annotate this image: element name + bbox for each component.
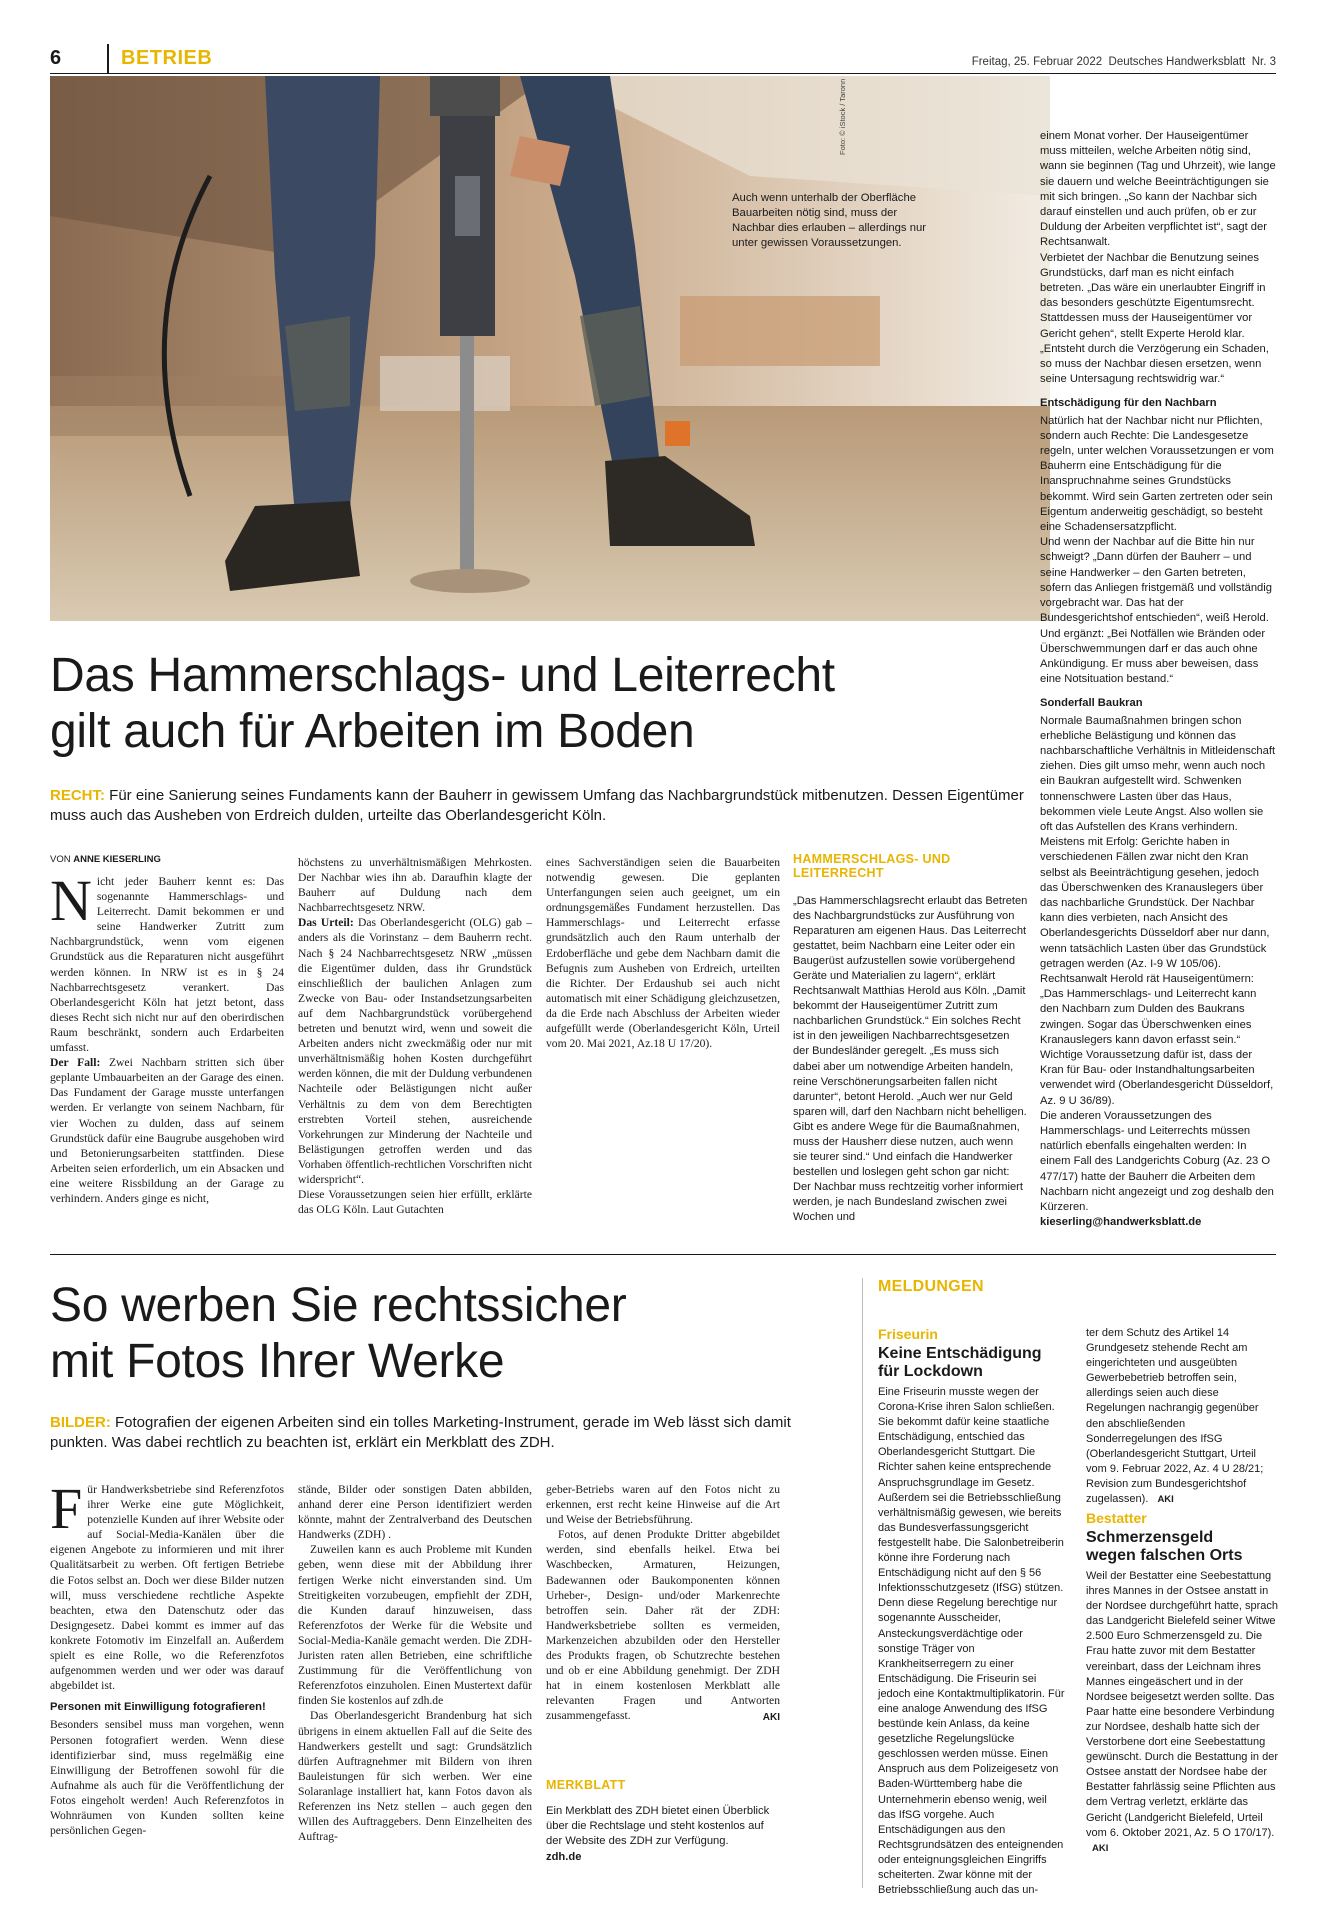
meldung-category: Friseurin [878,1326,938,1342]
infobox-title [793,852,1028,880]
meldung-headline-line: für Lockdown [878,1363,983,1380]
meldung-headline-line: Schmerzensgeld [1086,1529,1214,1546]
paragraph-text: Zwei Nachbarn stritten sich über geplante Umbauarbeiten an der Garage des einen. Das Fundament der Garage musste unterfangen werden. Er verlangte von seinem Nachbarn, für vier Wochen zu dulden, dass auf seinem Grundstück dafür eine Baugrube ausgehoben wird und Betonierungsarbeiten stattfinden. Diese Arbeiten seien erforderlich, um ein Absacken und eine weitere Rissbildung an der Garage zu verhindern. Anders ginge es nicht, [50,1056,284,1205]
merkblatt-link[interactable]: zdh.de [546,1850,582,1863]
headline-line: gilt auch für Arbeiten im Boden [50,705,695,758]
article2-headline [50,1278,850,1390]
rightcol-subheading: Entschädigung für den Nachbarn [1040,397,1217,410]
headline-line: mit Fotos Ihrer Werke [50,1335,505,1388]
infobox-hammerschlagsrecht [793,852,1028,1225]
rightcol-paragraph: Natürlich hat der Nachbar nicht nur Pflichten, sondern auch Rechte: Die Landesgesetze regeln, unter welchen Voraussetzungen er vom Bauherrn eine Entschädigung für die Inanspruchnahme seines Grundstücks bekommt. Wird sein Garten zertreten oder sein Eigentum anderweitig geschädigt, so besteht eine Schadensersatzpflicht. [1040,414,1274,534]
article-paragraph: Besonders sensibel muss man vorgehen, wenn Personen fotografiert werden. Wenn diese identifizierbar sind, muss regelmäßig eine Einwilligung der Betroffenen sowohl für die Aufnahme als auch für die Veröffentlichung der Fotos eingeholt werden! Auch Referenzfotos in Wohnräumen von Kunden sollten keine persönlichen Gegen- [50,1718,284,1838]
page-number: 6 [50,47,62,69]
rightcol-paragraph: Die anderen Voraussetzungen des Hammerschlags- und Leiterrechts müssen natürlich ebenfalls eingehalten werden: In einem Fall des Landgerichts Coburg (Az. 23 O 477/17) hatte der Bauherr die Arbeiten dem Nachbarn nicht angezeigt und zog deshalb den Kürzeren. [1040,1109,1274,1214]
author-signature: AKI [762,1711,780,1723]
meldung-headline [1086,1529,1278,1565]
meldung-text: Eine Friseurin musste wegen der Corona-Krise ihren Salon schließen. Sie bekommt dafür keine staatliche Entschädigung, entschied das Oberlandesgericht Stuttgart. Die Richter sahen keine entsprechende Anspruchsgrundlage im Gesetz. Außerdem sei die Betriebsschließung verhältnismäßig gewesen, wie bereits das Bundesverfassungsgericht festgestellt habe. Die Salonbetreiberin könne ihre Forderung nach Entschädigung nicht auf den § 56 Infektionsschutzgesetz (IfSG) stützen. Denn diese Regelung berechtige nur sogenannte Ausscheider, Ansteckungsverdächtige oder sonstige Träger von Krankheitserregern zu einer Entschädigung. Die Friseurin sei jedoch eine Kontaktmultiplikatorin. Für eine analoge Anwendung des IfSG bestünde kein Anlass, da keine gesetzliche Regelungslücke geschlossen werden müsse. Einen Anspruch aus dem Polizeigesetz von Baden-Württemberg habe die Unternehmerin ebenso wenig, weil das IfSG vorgehe. Auch Entschädigungen aus den Rechtsgrundsätzen des enteignenden oder enteignungsgleichen Eingriffs scheiterten. Zwar könne mit der Betriebsschließung auch das un- [878,1386,1065,1897]
headline-line: So werben Sie rechtssicher [50,1279,627,1332]
article-paragraph: geber-Betriebs waren auf den Fotos nicht zu erkennen, erst recht keine Hinweise auf die Art und Weise der Betriebsführung. [546,1483,780,1527]
author-email-link[interactable]: kieserling@handwerksblatt.de [1040,1216,1202,1229]
meldung-signature: AKI [1157,1494,1174,1506]
header-rule [50,73,1276,74]
article1-byline [50,854,161,865]
paragraph-label: Das Urteil: [298,916,354,930]
rightcol-paragraph: Normale Baumaßnahmen bringen schon erhebliche Belästigung und können das nachbarschaftliche Verhältnis in Mitleidenschaft ziehen. Dies gilt umso mehr, wenn auch noch ein Baukran aufgestellt wird. Schwenken tonnenschwere Lasten über das Haus, bekommen viele Leute Angst. Also wollen sie oft das Aufstellen des Krans verhindern. Meistens mit Erfolg: Gerichte haben in verschiedenen Fällen zwar nicht den Kran selbst als Beeinträchtigung gesehen, jedoch das Überschwenken des Kranauslegers über das nachbarliche Grundstück. Der Nachbar kann dies verbieten, nach Ansicht des Oberlandesgerichts Düsseldorf aber nur dann, wenn tatsächlich Lasten über das Grundstück getragen werden (Az. I-9 W 105/06). Rechtsanwalt Herold rät Hauseigentümern: „Das Hammerschlags- und Leiterrecht kann den Nachbarn zum Dulden des Baukrans zwingen. Sogar das Überschwenken eines Kranauslegers kann davon erfasst sein.“ [1040,714,1276,1046]
article-paragraph: Das Oberlandesgericht Brandenburg hat sich übrigens in einem aktuellen Fall auf die Seite des Handwerkers gestellt und sagt: Grundsätzlich dürfen Auftragnehmer mit Bildern von ihren Bauleistungen für sich werben. Wer eine Solaranlage installiert hat, kann Fotos davon als Referenzen ins Netz stellen – auch gegen den Willen des Auftraggebers. Denn Einzelheiten des Auftrag- [298,1709,532,1844]
meldung-headline-line: wegen falschen Orts [1086,1547,1243,1564]
article-paragraph: Zuweilen kann es auch Probleme mit Kunden geben, wenn diese mit der Abbildung ihrer fertigen Werke nicht einverstanden sind. Um Streitigkeiten vorzubeugen, empfiehlt der ZDH, die Kunden darauf hinzuweisen, dass Referenzfotos der Werke für die Website und Social-Media-Kanäle gemacht werden. Die ZDH-Juristen raten allen Betrieben, eine schriftliche Zustimmung für die Veröffentlichung von Referenzfotos einzuholen. Einen Mustertext dafür finden Sie kostenlos auf zdh.de [298,1543,532,1708]
publication-name: Deutsches Handwerksblatt [1108,56,1246,68]
meldung-bestatter [1086,1510,1278,1856]
article2-column-1 [50,1476,284,1838]
headline-line: Das Hammerschlags- und Leiterrecht [50,649,835,702]
dropcap: F [50,1476,83,1541]
jackhammer-photo [50,76,1050,621]
meldung-signature: AKI [1092,1842,1109,1854]
rightcol-subheading: Sonderfall Baukran [1040,697,1143,710]
rightcol-paragraph: Und wenn der Nachbar auf die Bitte hin nur schweigt? „Dann dürfen der Bauherr – und seine Handwerker – den Garten betreten, sofern das Anliegen fristgemäß und vollständig vorgebracht war. Das hat der Bundesgerichtshof entschieden“, weiß Herold. Und ergänzt: „Bei Notfällen wie Bränden oder Überschwemmungen darf er das auch ohne Ankündigung. Er muss aber beweisen, dass eine Notsituation bestand.“ [1040,536,1272,686]
meldungen-title: MELDUNGEN [878,1278,984,1295]
article1-lead-text: Für eine Sanierung seines Fundaments kann der Bauherr in gewissem Umfang das Nachbargrundstück mitbenutzen. Dessen Eigentümer muss auch das Ausheben von Erdreich dulden, urteilte das Oberlandesgericht Köln. [50,787,1024,824]
article-subheading: Personen mit Einwilligung fotografieren! [50,1701,266,1714]
article1-headline [50,648,1030,760]
article2-column-2 [298,1482,532,1844]
meldung-friseurin-continued [1086,1326,1278,1507]
article-paragraph: eines Sachverständigen seien die Bauarbeiten notwendig gewesen. Die geplanten Unterfangungen seien auch geeignet, um ein ordnungsgemäßes Fundament herzustellen. Das Hammerschlags- und Leiterrecht erfasse grundsätzlich auch den Raum unterhalb der Erdoberfläche und gebe dem Nachbarn damit die Befugnis zum Ausheben von Erdreich, urteilten die Richter. Der Erdaushub sei auch nicht automatisch mit einer Schädigung gleichzusetzen, da die Erde nach Abschluss der Arbeiten wieder aufgefüllt werde (Oberlandesgericht Köln, Urteil vom 20. Mai 2021, Az.18 U 17/20). [546,856,780,1051]
article1-right-column [1040,129,1278,1230]
article2-kicker: BILDER: [50,1414,111,1431]
meldung-headline [878,1345,1066,1381]
article-paragraph: stände, Bilder oder sonstigen Daten abbilden, anhand derer eine Person identifiziert werden könnte, mahnt der Zentralverband des Deutschen Handwerks (ZDH) . [298,1483,532,1542]
photo-caption: Auch wenn unterhalb der Oberfläche Bauarbeiten nötig sind, muss der Nachbar dies erlauben – allerdings nur unter gewissen Voraussetzungen. [732,192,927,249]
infobox-text: „Das Hammerschlagsrecht erlaubt das Betreten des Nachbargrundstücks zur Ausführung von Reparaturen am eigenen Haus. Das Leiterrecht gestattet, beim Nachbarn eine Leiter oder ein Baugerüst aufzustellen sowie vorübergehend Geräte und Materialien zu lagern“, erklärt Rechtsanwalt Matthias Herold aus Köln. „Damit bekommt der Hauseigentümer Zutritt zum nachbarlichen Grundstück.“ Ein solches Recht ist in den jeweiligen Nachbarrechtsgesetzen der Bundesländer geregelt. „Es muss sich dabei aber um notwendige Arbeiten handeln, reine Verschönerungsarbeiten fallen nicht darunter“, betont Herold. „Auch wer nur Geld sparen will, darf den Nachbarn nicht behelligen. Gibt es andere Wege für die Baumaßnahmen, muss der Hausherr diese nutzen, auch wenn sie teurer sind.“ Und einfach die Handwerker bestellen und loslegen geht schon gar nicht: Der Nachbar muss rechtzeitig vorher informiert werden, je nach Bundesland zwischen zwei Wochen und [793,895,1028,1223]
meldung-headline-line: Keine Entschädigung [878,1345,1042,1362]
infobox-title-line: LEITERRECHT [793,866,884,880]
section-divider [107,44,109,74]
meldung-text [1086,1569,1278,1856]
paragraph-text: Das Oberlandesgericht (OLG) gab – anders als die Vorinstanz – dem Bauherrn recht. Nach § 24 Nachbarrechtsgesetz NRW „müssen die Eigentümer dulden, dass ihr Grundstück einschließlich der baulichen Anlagen zum Zwecke von Bau- oder Instandsetzungsarbeiten auf dem Nachbargrundstück vorübergehend betreten und benutzt wird, wenn und soweit die Arbeiten anders nicht zweckmäßig oder nur mit unverhältnismäßig hohen Kosten durchgeführt werden können, die mit der Duldung verbundenen Nachteile oder Belästigungen nicht außer Verhältnis zu dem von dem Berechtigten erstrebten Vorteil stehen, ausreichende Vorkehrungen zur Minderung der Nachteile und Belästigungen getroffen werden und das Vorhaben öffentlich-rechtlichen Vorschriften nicht widerspricht“. [298,916,532,1186]
header-meta [972,56,1276,68]
article1-column-3 [546,855,780,1051]
article-paragraph: Diese Voraussetzungen seien hier erfüllt, erklärte das OLG Köln. Laut Gutachten [298,1188,532,1217]
rightcol-paragraph: Verbietet der Nachbar die Benutzung seines Grundstücks, darf man es nicht einfach betreten. „Das wäre ein unerlaubter Eingriff in das besonders geschützte Eigentumsrecht. Stattdessen muss der Hauseigentümer vor Gericht gehen“, stellt Experte Herold klar. „Entsteht durch die Verzögerung ein Schaden, so muss der Nachbar diesen ersetzen, wenn seine Untersagung rechtswidrig war.“ [1040,251,1269,386]
meldung-category: Bestatter [1086,1510,1147,1526]
rightcol-paragraph: einem Monat vorher. Der Hauseigentümer muss mitteilen, welche Arbeiten nötig sind, wann sie beginnen (Tag und Uhrzeit), wie lange sie dauern und welche Beeinträchtigungen sie mit sich bringen. „So kann der Nachbar sich darauf einstellen und auch prüfen, ob er zur Duldung der Arbeiten verpflichtet ist“, sagt der Rechtsanwalt. [1040,130,1276,249]
article2-column-3 [546,1482,780,1725]
article-paragraph: icht jeder Bauherr kennt es: Das sogenannte Hammerschlags- und Leiterrecht. Damit bekommen er und seine Handwerker Zutritt zum Nachbargrundstück, wenn vom eigenen Grundstück aus die Reparaturen nicht ausgeführt werden können. In NRW ist es in § 24 Nachbarrechtsgesetz verankert. Das Oberlandesgericht Köln hat jetzt betont, dass dieses Recht sich nicht nur auf den oberirdischen Raum beschränkt, sondern auch Erdarbeiten umfasst. [50,875,284,1055]
photo-illustration [50,76,1050,621]
photo-credit: Foto: © iStock / Taronn [838,78,847,155]
article1-lead [50,786,1025,826]
article-paragraph [50,1055,284,1206]
article-paragraph: Fotos, auf denen Produkte Dritter abgebildet werden, sind ebenfalls heikel. Etwa bei Waschbecken, Armaturen, Heizungen, Badewannen oder Baukomponenten können Urheber-, Design- und/oder Markenrechte betroffen sein. Daher rät der ZDH: Handwerksbetriebe sollten es vermeiden, Markenzeichen abzubilden oder den Hersteller des Produkts fragen, ob Schutzrechte bestehen und ob er eine Abbildung genehmigt. Der ZDH hat in einem kostenlosen Merkblatt alle relevanten Fragen und Antworten zusammengefasst. [546,1528,780,1723]
section-title: BETRIEB [121,47,213,69]
infobox-merkblatt [546,1778,780,1865]
paragraph-label: Der Fall: [50,1056,101,1070]
article2-lead-text: Fotografien der eigenen Arbeiten sind ein tolles Marketing-Instrument, gerade im Web lässt sich damit punkten. Was dabei rechtlich zu beachten ist, erklärt ein Merkblatt des ZDH. [50,1414,791,1451]
infobox-title: MERKBLATT [546,1778,626,1792]
meldung-friseurin [878,1326,1066,1898]
meldung-text-body: Weil der Bestatter eine Seebestattung ihres Mannes in der Ostsee anstatt in der Nordsee durchgeführt hatte, sprach das Landgericht Bielefeld seiner Witwe 2.500 Euro Schmerzensgeld zu. Die Frau hatte zuvor mit dem Bestatter vereinbart, dass der Leichnam ihres Mannes eingeäschert und in der Nordsee beigesetzt werden sollte. Das Paar hatte eine besondere Verbindung zur Nordsee, deshalb hatte sich der Verstorbene dort eine Seebestattung gewünscht. Durch die Bestattung in der Ostsee anstatt der Nordsee habe der Bestatter fahrlässig seine Pflichten aus dem Vertrag verletzt, erklärte das Gericht (Landgericht Bielefeld, Urteil vom 6. Oktober 2021, Az. 5 O 170/17). [1086,1570,1279,1839]
article-paragraph: höchstens zu unverhältnismäßigen Mehrkosten. Der Nachbar wies ihn ab. Daraufhin klagte der Bauherr auf Duldung nach dem Nachbarrechtsgesetz NRW. [298,856,532,915]
article2-lead [50,1413,840,1453]
byline-author: ANNE KIESERLING [73,854,161,865]
infobox-title-line: HAMMERSCHLAGS- UND [793,852,951,866]
rightcol-paragraph: Wichtige Voraussetzung dafür ist, dass der Kran für Bau- oder Instandhaltungsarbeiten verwendet wird (Oberlandesgericht Düsseldorf, Az. 9 U 36/89). [1040,1048,1274,1107]
article-paragraph: ür Handwerksbetriebe sind Referenzfotos ihrer Werke eine gute Möglichkeit, potenzielle Kunden auf ihrer Website oder auf Social-Media-Kanälen über die eigenen Angebote zu informieren und mit ihrer Qualitätsarbeit zu werben. Oft fertigen Betriebe die Fotos selbst an. Doch wer diese Bilder nutzen will, muss verschiedene rechtliche Aspekte beachten, etwa den Datenschutz oder das Designgesetz. Dabei kommt es immer auf das konkrete Fotomotiv im Einzelfall an. Außerdem spielt es eine Rolle, wo die Referenzfotos aufgenommen werden und wer oder was darauf abgebildet ist. [50,1483,284,1693]
article1-column-1 [50,868,284,1206]
dropcap: N [50,868,92,933]
article-separator [50,1254,1276,1255]
issue-number: Nr. 3 [1251,56,1276,68]
meldung-text: ter dem Schutz des Artikel 14 Grundgesetz stehende Recht am eingerichteten und ausgeübten Gewerbebetrieb betroffen sein, allerdings seien auch diese Regelungen nachrangig gegenüber den abschließenden Sonderregelungen des IfSG (Oberlandesgericht Stuttgart, Urteil vom 9. Februar 2022, Az. 4 U 28/21; Revision zum Bundesgerichtshof zugelassen). [1086,1327,1264,1506]
byline-prefix: VON [50,854,71,865]
issue-date: Freitag, 25. Februar 2022 [971,56,1103,68]
article1-kicker: RECHT: [50,787,105,804]
article1-column-2 [298,855,532,1217]
meldungen-divider [862,1278,863,1888]
article-paragraph [298,915,532,1187]
infobox-text: Ein Merkblatt des ZDH bietet einen Überblick über die Rechtslage und steht kostenlos auf der Website des ZDH zur Verfügung. [546,1805,770,1848]
